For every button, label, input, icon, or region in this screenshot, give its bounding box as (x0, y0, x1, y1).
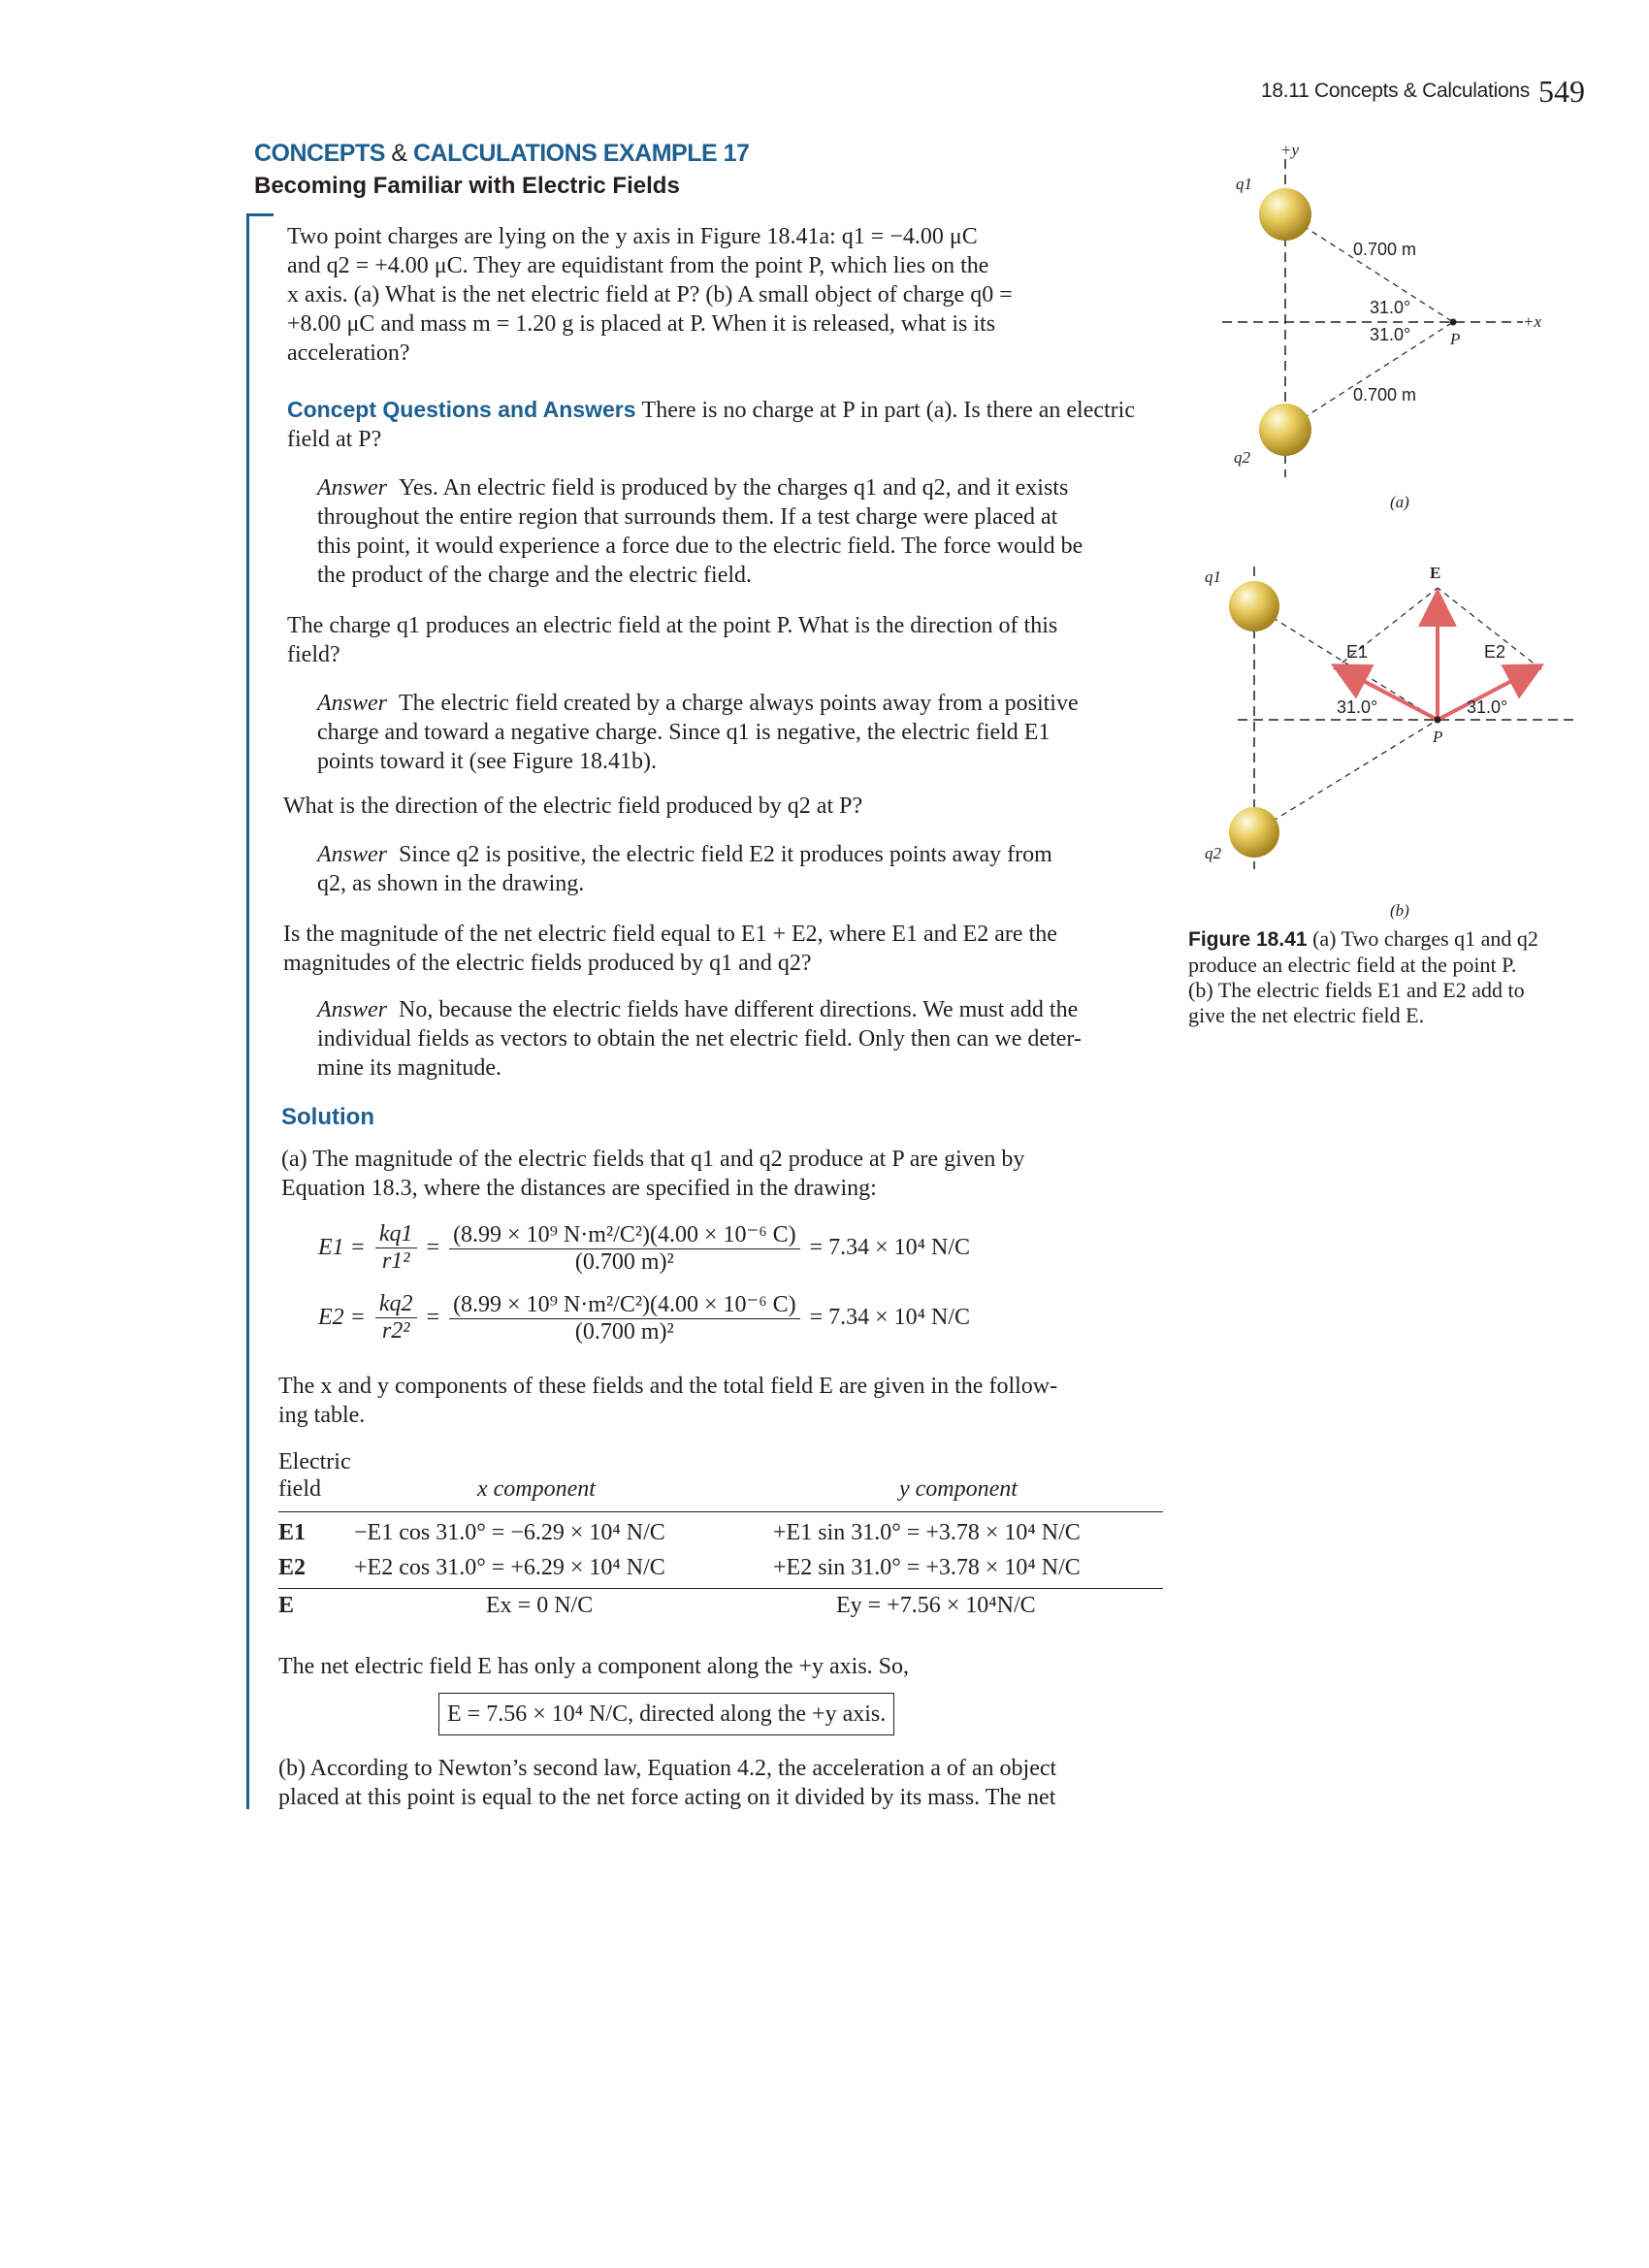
answer-line: this point, it would experience a force due to the electric field. The force would be (317, 534, 1083, 559)
eq-symbolic-fraction (375, 1291, 417, 1345)
eq-frac-num: kq1 (375, 1221, 417, 1248)
eq-frac-num: (8.99 × 10⁹ N·m²/C²)(4.00 × 10⁻⁶ C) (449, 1290, 800, 1319)
answer-label: Answer (317, 997, 387, 1022)
charge-q1-sphere (1229, 581, 1279, 632)
label-calc: CALCULATIONS EXAMPLE 17 (413, 140, 750, 167)
point-p-dot (1435, 717, 1441, 724)
eq-frac-den: (0.700 m)² (574, 1319, 674, 1345)
answer-line: throughout the entire region that surrounds them. If a test charge were placed at (317, 504, 1058, 530)
answer-line: The electric field created by a charge always points away from a positive (399, 691, 1079, 716)
solution-line: The x and y components of these fields and the total field E are given in the follow- (278, 1374, 1058, 1399)
solution-line: (a) The magnitude of the electric fields that q1 and q2 produce at P are given by (281, 1147, 1025, 1172)
table-head-y: y component (899, 1476, 1018, 1502)
question-text: Is the magnitude of the net electric field equal to E1 + E2, where E1 and E2 are the (283, 922, 1057, 947)
concept-question-3 (283, 792, 1170, 821)
eq-lhs: E2 = (318, 1305, 366, 1330)
table-cell-y: Ey = +7.56 × 10⁴N/C (836, 1593, 1036, 1618)
running-head: 18.11 Concepts & Calculations (1261, 80, 1530, 102)
label-plus-y: +y (1280, 141, 1300, 159)
label-q1: q1 (1205, 567, 1221, 586)
label-e: E (1430, 564, 1441, 582)
caption-line: give the net electric field E. (1188, 1003, 1425, 1027)
equation-e1 (318, 1220, 970, 1276)
label-concepts: CONCEPTS (254, 140, 385, 167)
point-p-dot (1450, 319, 1457, 326)
table-cell-x: Ex = 0 N/C (486, 1593, 594, 1618)
question-text: There is no charge at P in part (a). Is there an electric (641, 398, 1135, 423)
table-row (278, 1516, 1163, 1551)
eq-equals: = (426, 1305, 440, 1330)
components-table (278, 1447, 1163, 1624)
question-text: The charge q1 produces an electric field at the point P. What is the direction of this (287, 613, 1058, 638)
answer-line: q2, as shown in the drawing. (317, 871, 585, 896)
caption-line: (b) The electric fields E1 and E2 add to (1188, 978, 1525, 1002)
caption-line: (a) Two charges q1 and q2 (1312, 926, 1538, 951)
figure-18-41b (1203, 543, 1591, 951)
concept-question-1 (287, 395, 1170, 454)
example-title: Becoming Familiar with Electric Fields (254, 173, 680, 199)
eq-frac-den: r2² (381, 1318, 410, 1344)
boxed-result: E = 7.56 × 10⁴ N/C, directed along the +y axis. (438, 1693, 894, 1735)
left-rule (246, 213, 249, 1809)
caption-line: produce an electric field at the point P. (1188, 953, 1517, 977)
label-angle-1: 31.0° (1337, 697, 1378, 717)
answer-3 (317, 840, 1170, 898)
answer-line: mine its magnitude. (317, 1055, 501, 1081)
answer-label: Answer (317, 475, 387, 501)
example-label (254, 140, 749, 168)
table-row (278, 1589, 1163, 1624)
figure-label: Figure 18.41 (1188, 928, 1308, 951)
label-plus-x: +x (1523, 312, 1542, 331)
problem-line: and q2 = +4.00 μC. They are equidistant from the point P, which lies on the (287, 253, 989, 278)
solution-heading: Solution (281, 1104, 374, 1130)
table-cell-y: +E2 sin 31.0° = +3.78 × 10⁴ N/C (773, 1555, 1081, 1580)
problem-statement (287, 222, 1170, 368)
label-q2: q2 (1205, 844, 1221, 862)
question-text: What is the direction of the electric field produced by q2 at P? (283, 794, 863, 819)
problem-line: x axis. (a) What is the net electric field at P? (b) A small object of charge q0 = (287, 282, 1013, 308)
label-distance-2: 0.700 m (1353, 385, 1417, 405)
table-cell-x: −E1 cos 31.0° = −6.29 × 10⁴ N/C (354, 1520, 665, 1545)
equation-e2 (318, 1290, 970, 1345)
label-angle-2: 31.0° (1467, 697, 1508, 717)
table-head-field: field (278, 1476, 321, 1502)
solution-line: Equation 18.3, where the distances are specified in the drawing: (281, 1176, 877, 1201)
label-angle-1: 31.0° (1370, 298, 1411, 317)
eq-result: = 7.34 × 10⁴ N/C (809, 1305, 971, 1330)
charge-q2-sphere (1229, 807, 1279, 858)
eq-frac-num: (8.99 × 10⁹ N·m²/C²)(4.00 × 10⁻⁶ C) (449, 1220, 800, 1249)
concept-question-2 (287, 611, 1170, 669)
eq-frac-num: kq2 (375, 1291, 417, 1318)
answer-line: Yes. An electric field is produced by the charges q1 and q2, and it exists (399, 475, 1069, 501)
label-q1: q1 (1236, 175, 1252, 193)
page-number: 549 (1538, 74, 1585, 109)
solution-part-b (278, 1754, 1170, 1812)
answer-1 (317, 473, 1170, 590)
label-q2: q2 (1234, 448, 1250, 467)
answer-line: points toward it (see Figure 18.41b). (317, 749, 657, 774)
eq-lhs: E1 = (318, 1235, 366, 1260)
label-amp: & (391, 140, 407, 167)
left-rule-tick (246, 213, 274, 216)
subfigure-label-b: (b) (1390, 901, 1409, 920)
problem-line: Two point charges are lying on the y axis in Figure 18.41a: q1 = −4.00 μC (287, 224, 978, 249)
table-cell-field: E (278, 1593, 295, 1618)
label-e1: E1 (1346, 642, 1369, 662)
solution-line: ing table. (278, 1403, 366, 1428)
answer-line: charge and toward a negative charge. Since q1 is negative, the electric field E1 (317, 720, 1051, 745)
eq-frac-den: (0.700 m)² (574, 1249, 674, 1275)
solution-part-a (281, 1145, 1170, 1203)
net-field-line: The net electric field E has only a component along the +y axis. So, (278, 1654, 910, 1679)
table-rule (278, 1511, 1163, 1512)
concept-question-4 (283, 920, 1170, 978)
eq-numeric-fraction (449, 1290, 800, 1345)
figure-caption (1188, 926, 1586, 1028)
table-head-electric: Electric (278, 1449, 351, 1474)
table-head-x: x component (477, 1476, 596, 1502)
label-distance-1: 0.700 m (1353, 240, 1417, 259)
label-p: P (1433, 728, 1443, 746)
problem-line: acceleration? (287, 340, 410, 366)
answer-4 (317, 995, 1170, 1083)
table-cell-y: +E1 sin 31.0° = +3.78 × 10⁴ N/C (773, 1520, 1081, 1545)
label-angle-2: 31.0° (1370, 325, 1411, 344)
eq-frac-den: r1² (381, 1248, 410, 1274)
charge-q1-sphere (1259, 188, 1311, 241)
question-text: field at P? (287, 427, 382, 452)
table-intro (278, 1372, 1170, 1430)
eq-result: = 7.34 × 10⁴ N/C (809, 1235, 971, 1260)
question-text: magnitudes of the electric fields produced by q1 and q2? (283, 951, 812, 976)
answer-label: Answer (317, 691, 387, 716)
charge-q2-sphere (1259, 404, 1311, 456)
eq-numeric-fraction (449, 1220, 800, 1276)
answer-line: Since q2 is positive, the electric field E2 it produces points away from (399, 842, 1052, 867)
distance-line-q2 (1254, 720, 1438, 832)
concept-questions-heading: Concept Questions and Answers (287, 397, 636, 422)
solution-line: placed at this point is equal to the net force acting on it divided by its mass. The net (278, 1785, 1056, 1810)
table-row (278, 1551, 1163, 1586)
eq-symbolic-fraction (375, 1221, 417, 1275)
eq-equals: = (426, 1235, 440, 1260)
answer-line: individual fields as vectors to obtain the net electric field. Only then can we deter- (317, 1026, 1082, 1052)
answer-line: the product of the charge and the electric field. (317, 563, 753, 588)
answer-line: No, because the electric fields have different directions. We must add the (399, 997, 1079, 1022)
table-cell-field: E1 (278, 1520, 307, 1545)
label-e2: E2 (1484, 642, 1506, 662)
solution-line: (b) According to Newton’s second law, Equation 4.2, the acceleration a of an object (278, 1756, 1057, 1781)
label-p: P (1450, 330, 1461, 348)
answer-2 (317, 689, 1170, 776)
figure-18-41a (1203, 136, 1571, 524)
table-cell-x: +E2 cos 31.0° = +6.29 × 10⁴ N/C (354, 1555, 665, 1580)
question-text: field? (287, 642, 340, 667)
answer-label: Answer (317, 842, 387, 867)
subfigure-label-a: (a) (1390, 493, 1409, 511)
table-cell-field: E2 (278, 1555, 307, 1580)
problem-line: +8.00 μC and mass m = 1.20 g is placed at P. When it is released, what is its (287, 311, 996, 337)
